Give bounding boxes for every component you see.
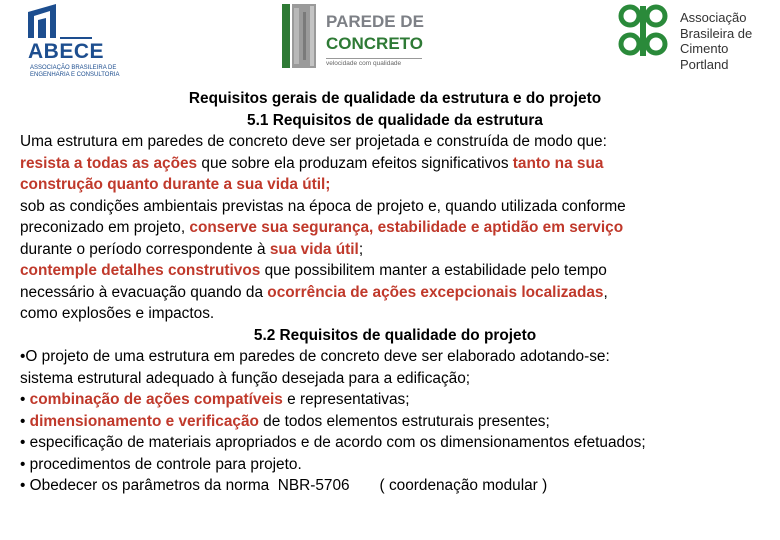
- body-text: necessário à evacuação quando da: [20, 283, 268, 301]
- bullet-3: [20, 411, 770, 433]
- requirement-3-cont: [20, 282, 770, 304]
- abcp-logo-icon: [616, 2, 672, 60]
- bullet-marker: •: [20, 412, 30, 430]
- bullet-1-cont: sistema estrutural adequado à função desejada para a edificação;: [20, 369, 471, 387]
- highlight-text: sua vida útil: [269, 240, 359, 258]
- requirement-1-cont: [20, 174, 770, 196]
- abece-logo-icon: [26, 2, 94, 40]
- intro-text: Uma estrutura em paredes de concreto deve ser projetada e construída de modo que:: [20, 133, 607, 150]
- body-text: que possibilitem manter a estabilidade pelo tempo: [260, 262, 607, 279]
- highlight-text: combinação de ações compatíveis: [29, 391, 283, 408]
- highlight-text: dimensionamento e verificação: [29, 412, 259, 430]
- parede-de-concreto-logo: [282, 2, 424, 70]
- body-text: e representativas;: [282, 391, 410, 408]
- document-heading: Requisitos gerais de qualidade da estrutura e do projeto: [188, 90, 602, 107]
- abcp-logo-line3: Cimento Portland: [680, 41, 729, 72]
- abece-logo-name: ABECE: [28, 40, 105, 63]
- concrete-wall-icon: [282, 4, 318, 68]
- highlight-text: tanto na sua: [512, 154, 604, 172]
- highlight-text: contemple detalhes construtivos: [20, 262, 261, 279]
- bullet-6: • Obedecer os parâmetros da norma NBR-5706 ( coordenação modular ): [20, 477, 548, 494]
- bullet-5: • procedimentos de controle para projeto.: [20, 455, 302, 473]
- section-5-2-title: 5.2 Requisitos de qualidade do projeto: [253, 326, 537, 344]
- body-text: preconizado em projeto,: [20, 219, 190, 236]
- bullet-1: •O projeto de uma estrutura em paredes de concreto deve ser elaborado adotando-se:: [20, 348, 610, 365]
- requirement-3-end: como explosões e impactos.: [20, 305, 215, 322]
- body-text: de todos elementos estruturais presentes;: [258, 412, 550, 430]
- bullet-2: [20, 389, 770, 411]
- abcp-logo: [612, 2, 780, 72]
- parede-logo-line2: CONCRETO: [326, 34, 423, 53]
- highlight-text: resista a todas as ações: [20, 154, 198, 172]
- requirement-2-end: [20, 239, 770, 261]
- highlight-text: construção quanto durante a sua vida útil;: [20, 176, 331, 193]
- requirement-2-cont: [20, 217, 770, 239]
- requirement-2: sob as condições ambientais previstas na época de projeto e, quando utilizada conforme: [20, 197, 626, 215]
- abcp-logo-line1: Associação: [680, 10, 747, 25]
- body-text: ,: [603, 283, 608, 301]
- requirement-1: [20, 153, 770, 175]
- body-text: durante o período correspondente à: [20, 240, 270, 258]
- bullet-4: • especificação de materiais apropriados e de acordo com os dimensionamentos efetuados;: [20, 434, 646, 451]
- abcp-logo-text: [680, 10, 780, 72]
- highlight-text: ocorrência de ações excepcionais localizadas: [267, 283, 604, 301]
- body-text: ;: [358, 240, 364, 258]
- parede-logo-tagline: velocidade com qualidade: [326, 58, 422, 67]
- abcp-logo-line2: Brasileira de: [680, 25, 753, 41]
- document-body: [20, 88, 770, 497]
- section-5-1-title: 5.1 Requisitos de qualidade da estrutura: [247, 111, 543, 129]
- highlight-text: conserve sua segurança, estabilidade e aptidão em serviço: [189, 219, 624, 236]
- requirement-3: [20, 260, 770, 282]
- bullet-marker: •: [20, 391, 30, 408]
- abece-logo-subtitle: ASSOCIAÇÃO BRASILEIRA DE ENGENHARIA E CONSULTORIA: [30, 65, 120, 78]
- parede-logo-line1: PAREDE DE: [326, 12, 424, 31]
- body-text: que sobre ela produzam efeitos significativos: [197, 154, 513, 172]
